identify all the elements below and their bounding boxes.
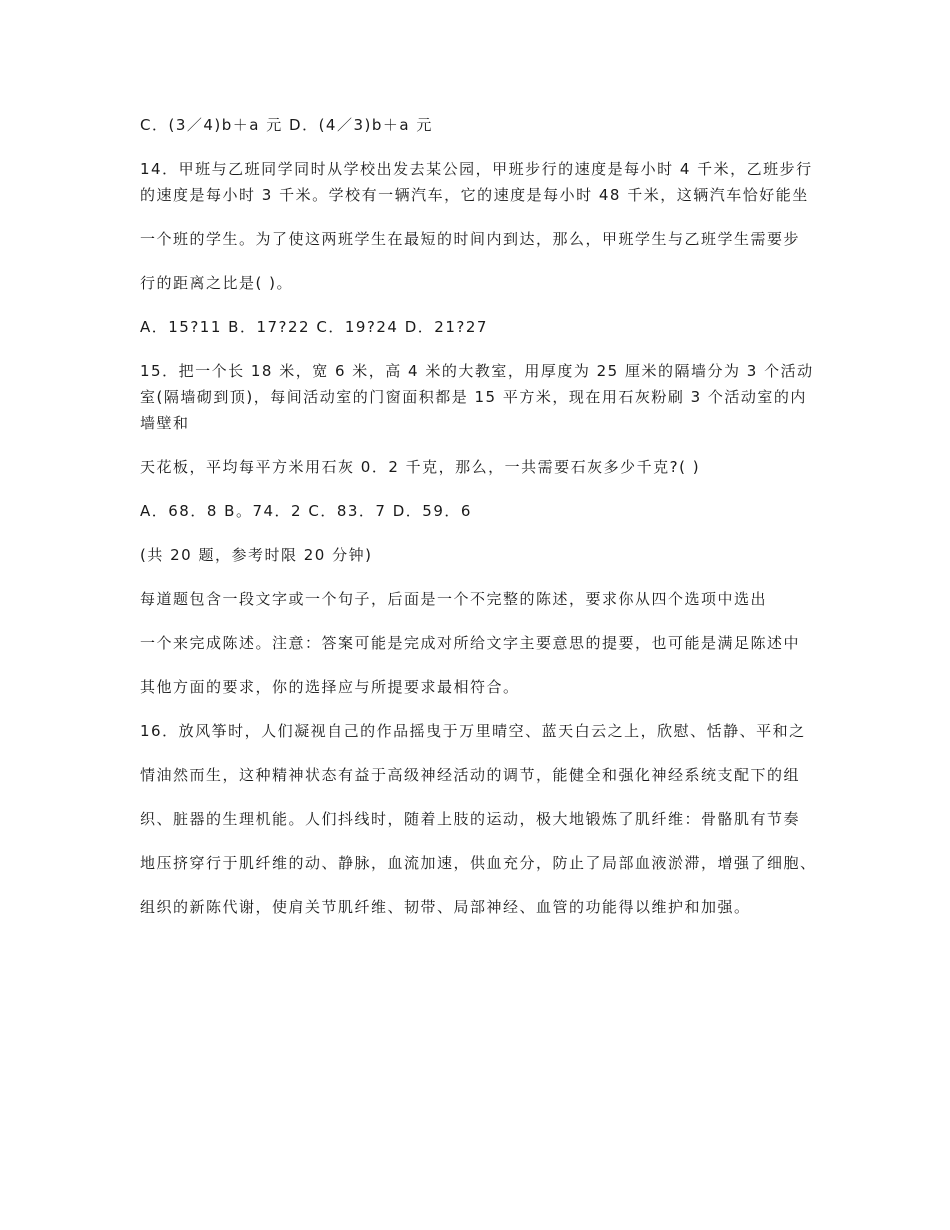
- paragraph-question-16-cont-3: 地压挤穿行于肌纤维的动、静脉，血流加速，供血充分，防止了局部血液淤滞，增强了细胞、: [140, 854, 817, 872]
- document-body: [140, 112, 820, 938]
- paragraph-question-15-options: A．68．8 B。74．2 C．83．7 D．59．6: [140, 502, 472, 520]
- paragraph-question-14: 14．甲班与乙班同学同时从学校出发去某公园，甲班步行的速度是每小时 4 千米，乙班步行的速度是每小时 3 千米。学校有一辆汽车，它的速度是每小时 48 千米，这辆汽车恰好能坐: [140, 160, 813, 204]
- paragraph-question-16-cont-1: 情油然而生，这种精神状态有益于高级神经活动的调节，能健全和强化神经系统支配下的组: [140, 766, 801, 784]
- paragraph-question-16-cont-2: 织、脏器的生理机能。人们抖线时，随着上肢的运动，极大地锻炼了肌纤维：骨骼肌有节奏: [140, 810, 801, 828]
- paragraph-option-c-d: C．(3／4)b＋a 元 D．(4／3)b＋a 元: [140, 116, 433, 134]
- paragraph-instructions-1: 每道题包含一段文字或一个句子，后面是一个不完整的陈述，要求你从四个选项中选出: [140, 590, 768, 608]
- paragraph-instructions-2: 一个来完成陈述。注意：答案可能是完成对所给文字主要意思的提要，也可能是满足陈述中: [140, 634, 801, 652]
- paragraph-question-16-cont-4: 组织的新陈代谢，使肩关节肌纤维、韧带、局部神经、血管的功能得以维护和加强。: [140, 898, 751, 916]
- paragraph-section-note: (共 20 题，参考时限 20 分钟): [140, 546, 373, 564]
- paragraph-instructions-3: 其他方面的要求，你的选择应与所提要求最相符合。: [140, 678, 520, 696]
- paragraph-question-14-options: A．15?11 B．17?22 C．19?24 D．21?27: [140, 318, 488, 336]
- paragraph-question-14-end: 行的距离之比是( )。: [140, 274, 293, 292]
- paragraph-question-15-end: 天花板，平均每平方米用石灰 0．2 千克，那么，一共需要石灰多少千克?( ): [140, 458, 701, 476]
- paragraph-question-15: 15．把一个长 18 米，宽 6 米，高 4 米的大教室，用厚度为 25 厘米的隔墙分为 3 个活动室(隔墙砌到顶)，每间活动室的门窗面积都是 15 平方米，现在用石灰粉刷 3 个活动室的内墙壁和: [140, 362, 814, 432]
- paragraph-question-16: 16．放风筝时，人们凝视自己的作品摇曳于万里晴空、蓝天白云之上，欣慰、恬静、平和之: [140, 722, 806, 740]
- paragraph-question-14-cont: 一个班的学生。为了使这两班学生在最短的时间内到达，那么，甲班学生与乙班学生需要步: [140, 230, 801, 248]
